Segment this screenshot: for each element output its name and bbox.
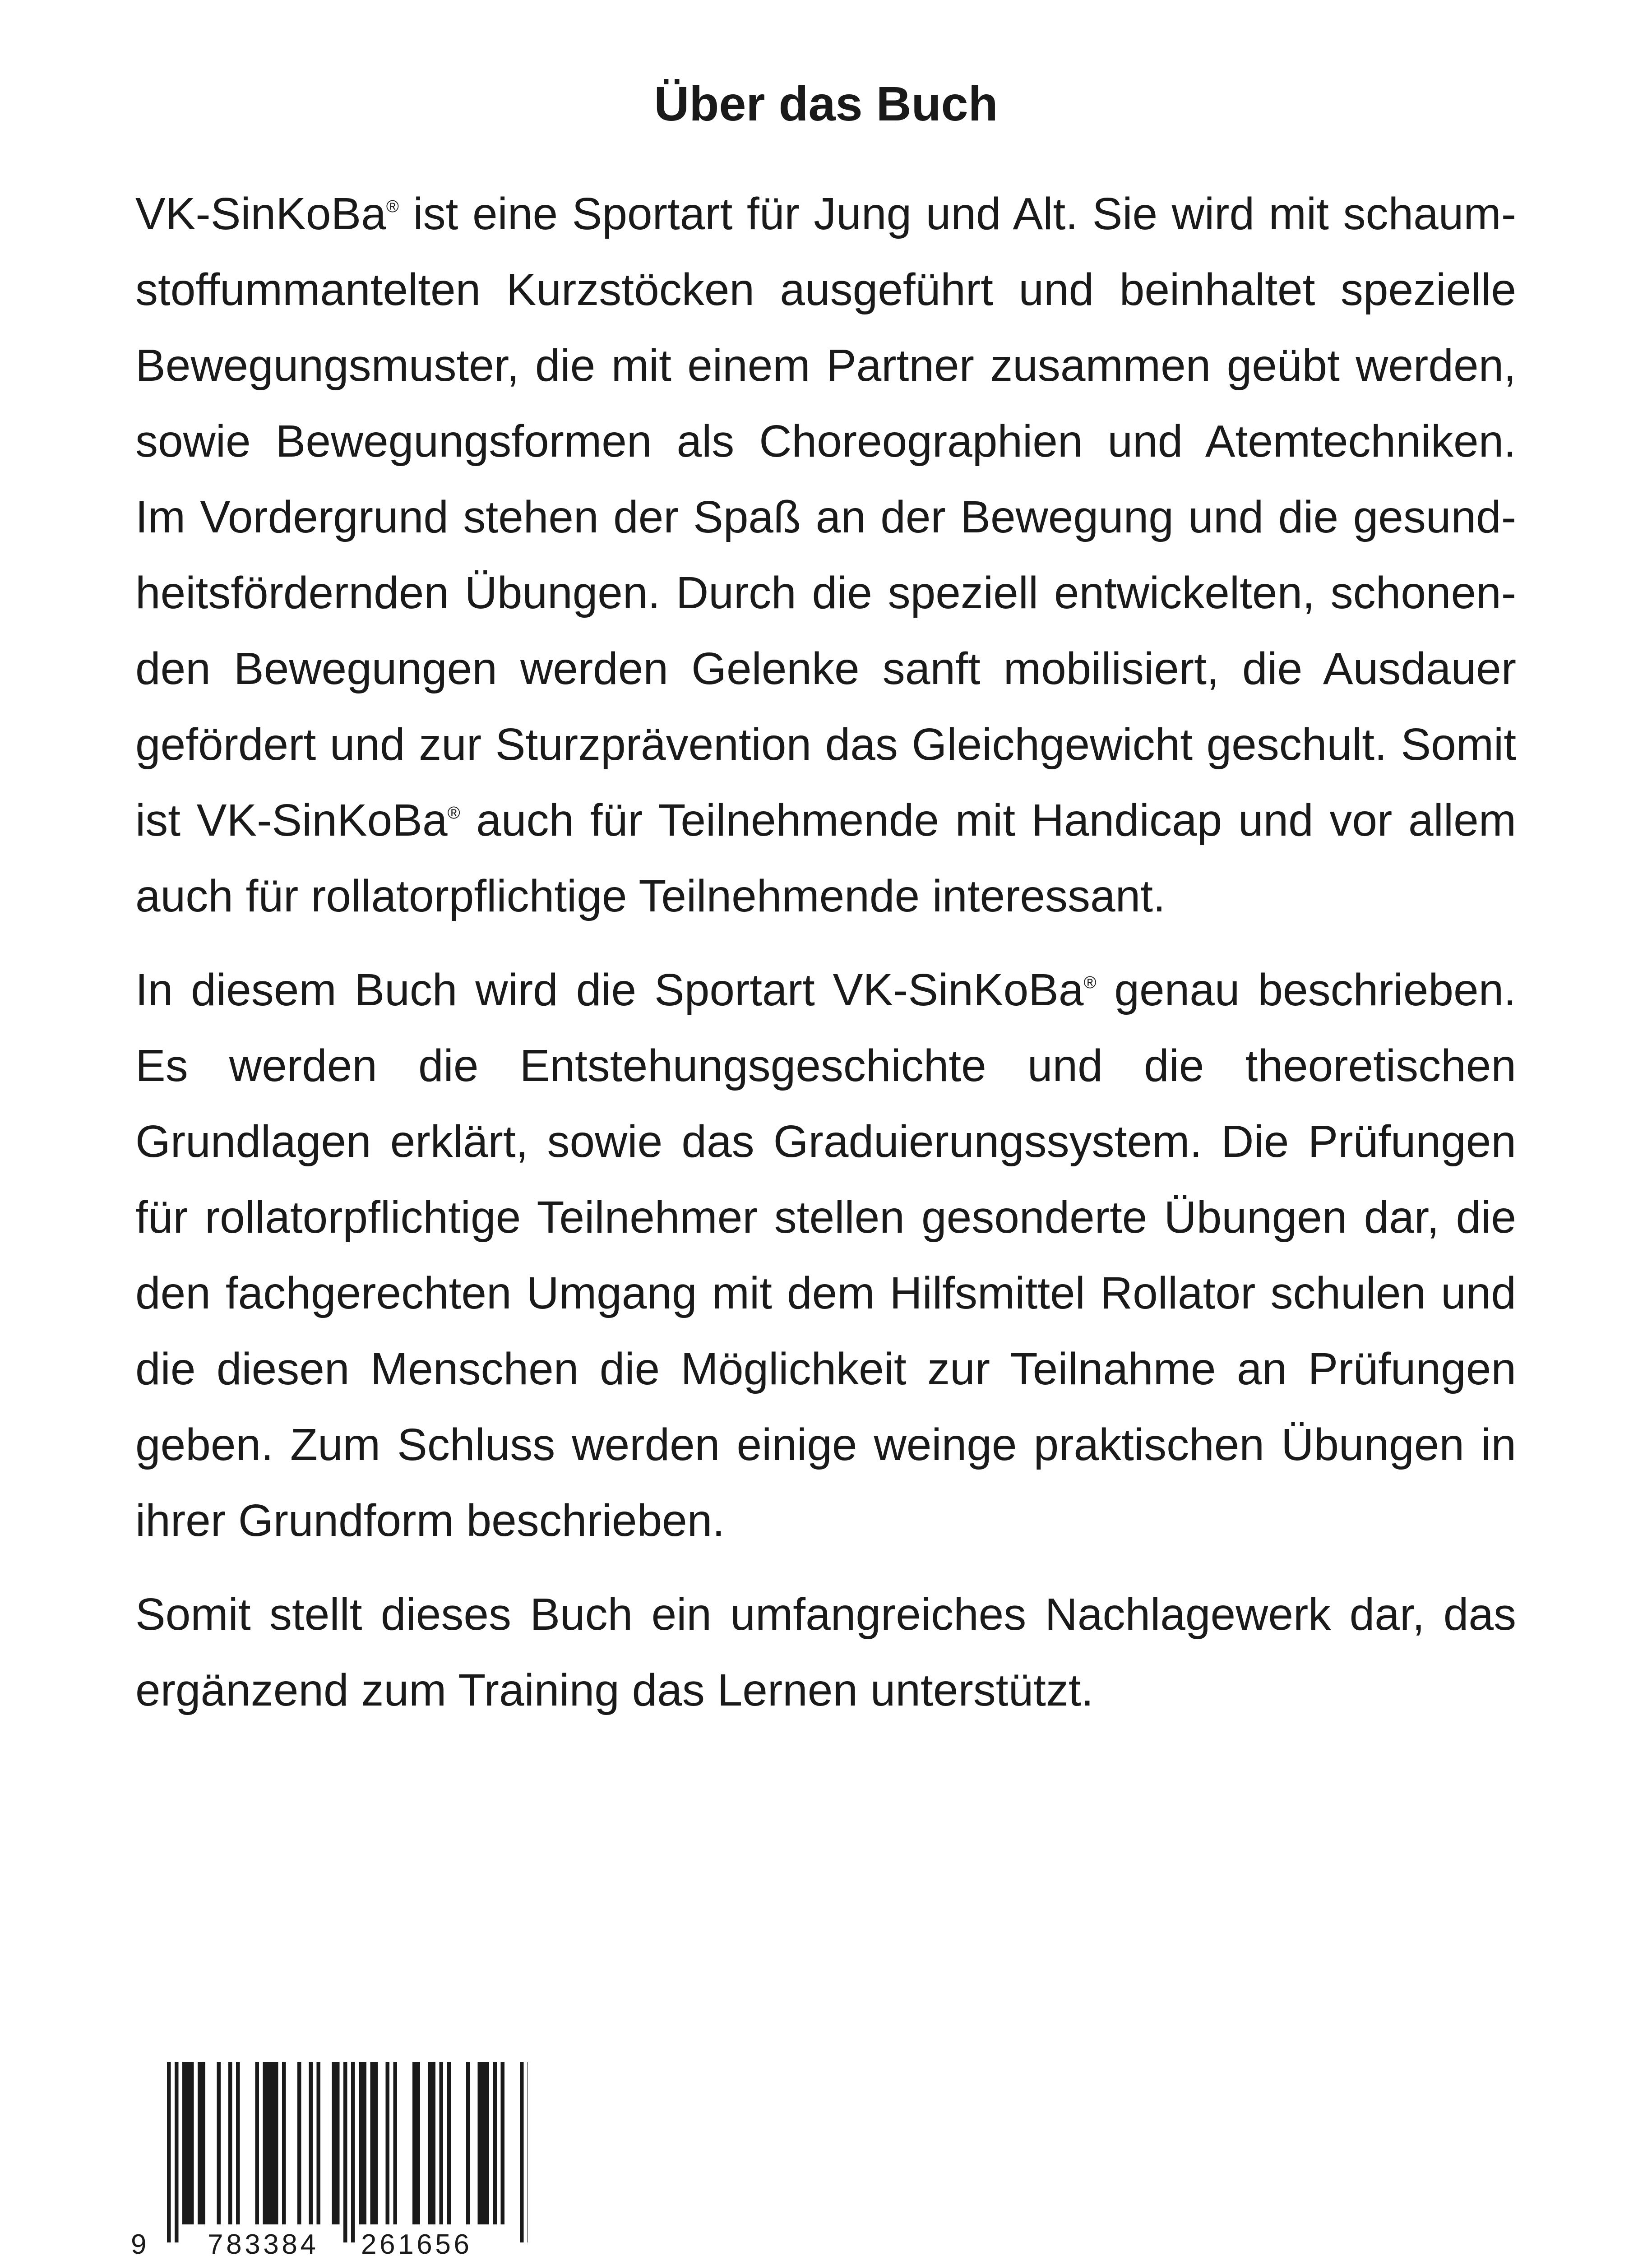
barcode-bar (182, 2062, 186, 2224)
barcode-bar (186, 2062, 190, 2224)
barcode-bar (309, 2062, 313, 2224)
page-title: Über das Buch (654, 76, 998, 131)
barcode-bar (198, 2062, 202, 2224)
barcode-bar (466, 2062, 470, 2224)
paragraph-summary: Somit stellt dieses Buch ein umfangreiches Nachlagewerk dar, das ergänzend zum Training das Lernen unterstützt. (135, 1589, 1516, 1715)
paragraph-text: ist eine Sportart für Jung und Alt. Sie wird mit schaumstoffummantelten Kurzstöcken ausgeführt und beinhaltet spezielle Bewegungsmuster, die mit einem Partner zusammen geübt werden, sowie Bewegungsformen als Choreographien und Atemtechniken. Im Vordergrund stehen der Spaß an der Bewegung und die gesundheitsfördernden Übungen. Durch die speziell entwickelten, schonenden Bewegungen werden Gelenke sanft mobilisiert, die Ausdauer gefördert und zur Sturzprävention das Gleichgewicht geschult. Somit ist (135, 189, 1516, 846)
barcode-bar (486, 2062, 490, 2224)
paragraph-content (135, 952, 1516, 1558)
barcode-bar (432, 2062, 436, 2224)
barcode-bar (501, 2062, 505, 2224)
barcode-bar (228, 2062, 232, 2224)
barcode-bar (386, 2062, 390, 2224)
barcode-bar (416, 2062, 421, 2224)
barcode-bar (297, 2062, 301, 2224)
barcode-bar (374, 2062, 378, 2224)
registered-mark: ® (386, 197, 399, 216)
barcode-bar (202, 2062, 206, 2224)
paragraph-text: auch für Teilnehmende mit Handicap und vor allem auch für rollatorpflichtige Teilnehmende interessant. (135, 795, 1516, 921)
barcode-bar (282, 2062, 286, 2224)
paragraph-text: genau beschrieben. Es werden die Entstehungsgeschichte und die theoretischen Grundlagen erklärt, sowie das Graduierungssystem. Die Prüfungen für rollatorpflichtige Teilnehmer stellen gesonderte Übungen dar, die den fachgerechten Umgang mit dem Hilfsmittel Rollator schulen und die diesen Menschen die Möglichkeit zur Teilnahme an Prüfungen geben. Zum Schluss werden einige weinge praktischen Übungen in ihrer Grundform beschrieben. (135, 965, 1516, 1546)
barcode-bar (520, 2062, 524, 2242)
barcode-bar (175, 2062, 179, 2242)
barcode-bar (478, 2062, 482, 2224)
barcode-bar (190, 2062, 194, 2224)
barcode-bar (336, 2062, 340, 2224)
barcode-bar (274, 2062, 278, 2224)
barcode-bar (255, 2062, 259, 2224)
brand-name: VK-SinKoBa (196, 795, 448, 846)
blurb (135, 176, 1516, 1746)
barcode-bar (317, 2062, 321, 2224)
barcode-bar (493, 2062, 497, 2224)
registered-mark: ® (1083, 973, 1097, 992)
barcode-bar (267, 2062, 271, 2224)
paragraph-text: In diesem Buch wird die Sportart VK-SinKoBa (135, 965, 1084, 1015)
barcode-bar (412, 2062, 416, 2224)
brand-name: VK-SinKoBa (135, 189, 386, 239)
barcode-bar (332, 2062, 336, 2224)
barcode-bar (217, 2062, 221, 2224)
barcode-right-digits: 261656 (361, 2229, 469, 2256)
barcode-bar (263, 2062, 267, 2224)
barcode-bar (440, 2062, 444, 2224)
barcode-bar (351, 2062, 355, 2242)
barcode-bar (167, 2062, 171, 2242)
barcode-bar (363, 2062, 367, 2224)
barcode-bar (393, 2062, 398, 2224)
barcode-lead-digit: 9 (131, 2229, 147, 2256)
barcode-graphic (131, 2062, 528, 2256)
barcode-bar (271, 2062, 275, 2224)
paragraph-intro (135, 176, 1516, 934)
barcode-bar (428, 2062, 432, 2224)
barcode-bar (236, 2062, 240, 2224)
isbn-barcode (131, 2062, 528, 2256)
registered-mark: ® (447, 804, 460, 823)
barcode-left-digits: 783384 (208, 2229, 316, 2256)
barcode-bar (370, 2062, 375, 2224)
barcode-bar (343, 2062, 347, 2242)
barcode-bar (359, 2062, 363, 2224)
barcode-bar (447, 2062, 451, 2224)
barcode-bar (481, 2062, 486, 2224)
